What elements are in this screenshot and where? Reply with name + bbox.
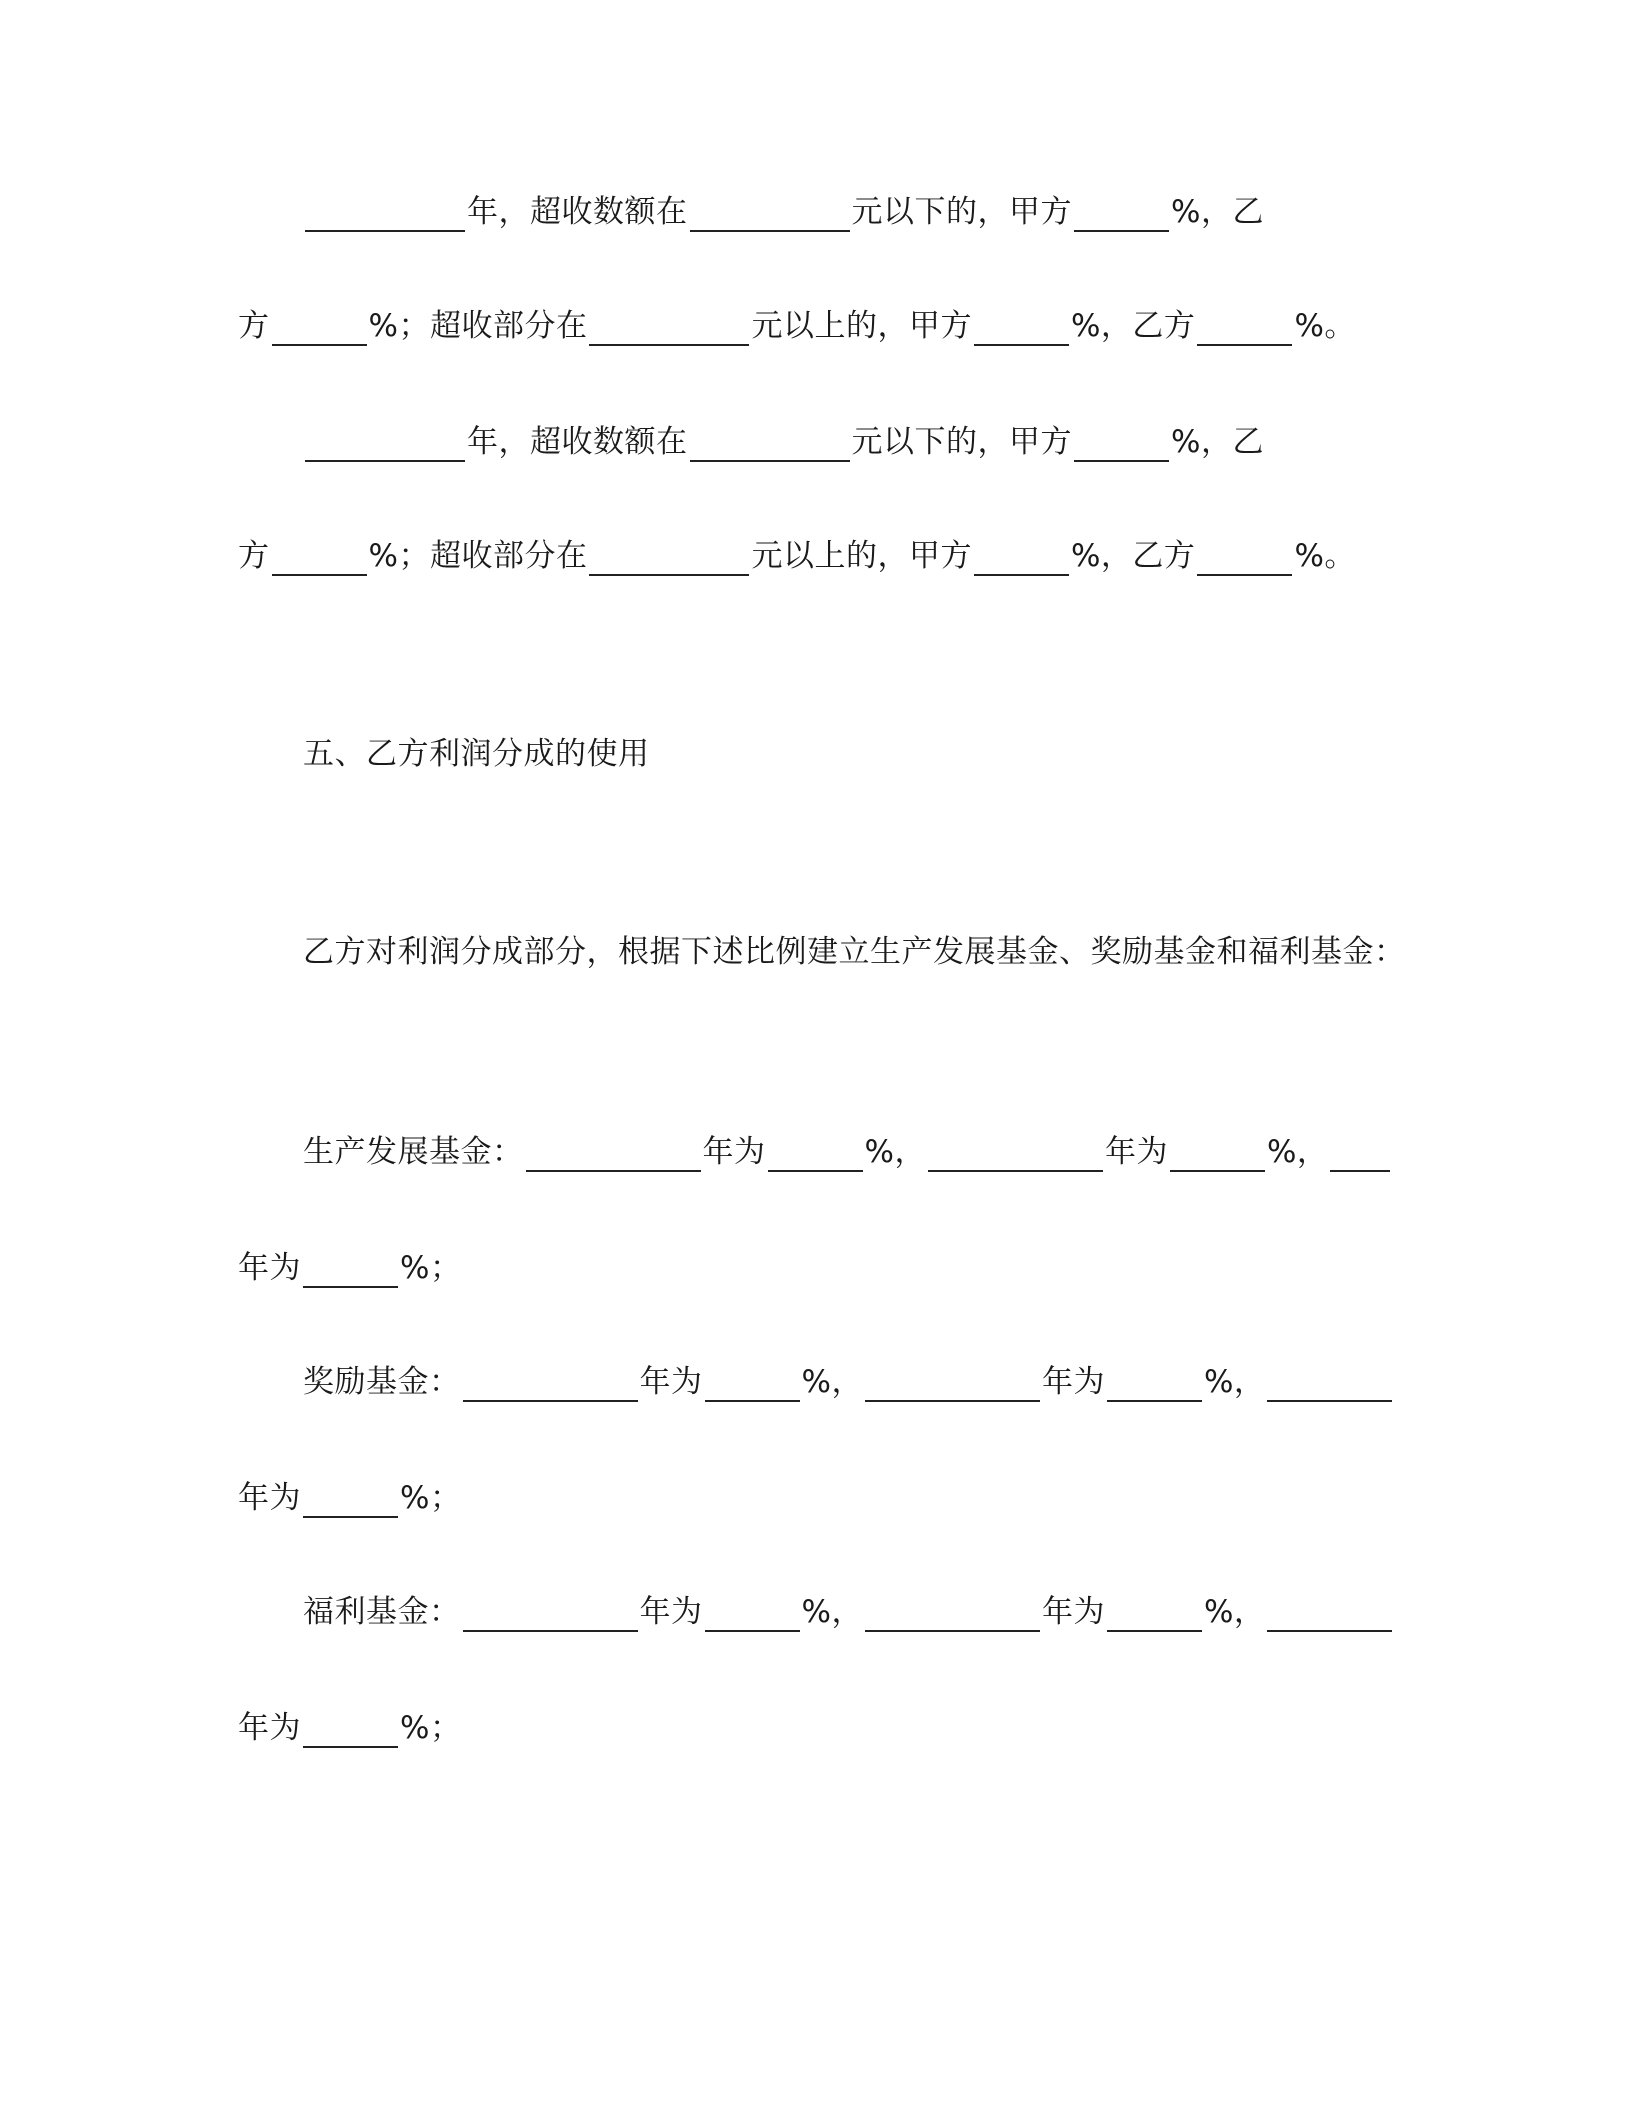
blank-percent-field[interactable]: [768, 1134, 863, 1172]
fund-line-welfare-cont: [238, 1704, 461, 1752]
fund-text: 年为: [639, 1364, 703, 1400]
blank-percent-field[interactable]: [272, 538, 367, 576]
blank-year-field[interactable]: [865, 1594, 1040, 1632]
blank-year-field[interactable]: [1267, 1364, 1392, 1402]
blank-percent-field[interactable]: [1197, 308, 1292, 346]
line-text: 元以下的，甲方: [851, 194, 1072, 230]
fund-text: %，: [864, 1134, 926, 1170]
clause-line-1: [303, 188, 1264, 236]
blank-percent-field[interactable]: [303, 1480, 398, 1518]
fund-label: 奖励基金：: [303, 1364, 461, 1400]
blank-percent-field[interactable]: [1107, 1364, 1202, 1402]
blank-amount-field[interactable]: [690, 194, 850, 232]
line-text: %。: [1294, 538, 1356, 574]
blank-year-field[interactable]: [305, 194, 465, 232]
blank-year-field[interactable]: [1330, 1134, 1390, 1172]
line-text: 方: [238, 308, 270, 344]
fund-line-production: [303, 1128, 1392, 1176]
intro-paragraph: [303, 928, 1406, 976]
fund-label: 福利基金：: [303, 1594, 461, 1630]
fund-text: %；: [400, 1710, 462, 1746]
blank-year-field[interactable]: [463, 1364, 638, 1402]
line-text: %，乙: [1171, 424, 1264, 460]
line-text: %；超收部分在: [368, 538, 588, 574]
fund-line-production-cont: [238, 1244, 461, 1292]
line-text: %，乙方: [1070, 308, 1196, 344]
line-text: %；超收部分在: [368, 308, 588, 344]
section-heading-text: 五、乙方利润分成的使用: [303, 736, 650, 772]
line-text: 元以下的，甲方: [851, 424, 1072, 460]
fund-text: %，: [801, 1364, 863, 1400]
fund-text: 年为: [238, 1710, 301, 1746]
line-text: %。: [1294, 308, 1356, 344]
blank-percent-field[interactable]: [1074, 424, 1169, 462]
fund-line-bonus-cont: [238, 1474, 461, 1522]
fund-text: 年为: [702, 1134, 766, 1170]
blank-percent-field[interactable]: [974, 538, 1069, 576]
fund-text: 年为: [1041, 1364, 1105, 1400]
line-text: 元以上的，甲方: [751, 308, 972, 344]
blank-percent-field[interactable]: [303, 1250, 398, 1288]
clause-line-3: [303, 418, 1264, 466]
blank-percent-field[interactable]: [705, 1364, 800, 1402]
fund-line-welfare: [303, 1588, 1394, 1636]
blank-year-field[interactable]: [865, 1364, 1040, 1402]
blank-percent-field[interactable]: [272, 308, 367, 346]
fund-text: %，: [1203, 1594, 1266, 1630]
blank-year-field[interactable]: [463, 1594, 638, 1632]
blank-percent-field[interactable]: [1074, 194, 1169, 232]
fund-text: 年为: [238, 1250, 301, 1286]
fund-text: %，: [1266, 1134, 1329, 1170]
line-text: 元以上的，甲方: [751, 538, 972, 574]
blank-year-field[interactable]: [1267, 1594, 1392, 1632]
line-text: %，乙方: [1070, 538, 1196, 574]
blank-percent-field[interactable]: [705, 1594, 800, 1632]
blank-percent-field[interactable]: [1170, 1134, 1265, 1172]
fund-text: 年为: [1104, 1134, 1168, 1170]
fund-text: 年为: [1041, 1594, 1105, 1630]
clause-line-4: [238, 532, 1356, 580]
line-text: 年，超收数额在: [467, 194, 688, 230]
fund-text: 年为: [639, 1594, 703, 1630]
blank-year-field[interactable]: [305, 424, 465, 462]
section-heading: [303, 730, 650, 778]
blank-percent-field[interactable]: [1197, 538, 1292, 576]
blank-percent-field[interactable]: [974, 308, 1069, 346]
fund-label: 生产发展基金：: [303, 1134, 524, 1170]
fund-text: %；: [400, 1250, 462, 1286]
line-text: 年，超收数额在: [467, 424, 688, 460]
fund-text: %；: [400, 1480, 462, 1516]
fund-line-bonus: [303, 1358, 1394, 1406]
blank-year-field[interactable]: [928, 1134, 1103, 1172]
fund-text: %，: [801, 1594, 863, 1630]
fund-text: 年为: [238, 1480, 301, 1516]
blank-amount-field[interactable]: [690, 424, 850, 462]
blank-amount-field[interactable]: [589, 538, 749, 576]
blank-year-field[interactable]: [526, 1134, 701, 1172]
intro-paragraph-text: 乙方对利润分成部分，根据下述比例建立生产发展基金、奖励基金和福利基金：: [303, 934, 1406, 970]
blank-percent-field[interactable]: [303, 1710, 398, 1748]
blank-percent-field[interactable]: [1107, 1594, 1202, 1632]
clause-line-2: [238, 302, 1356, 350]
fund-text: %，: [1203, 1364, 1266, 1400]
line-text: %，乙: [1171, 194, 1264, 230]
line-text: 方: [238, 538, 270, 574]
blank-amount-field[interactable]: [589, 308, 749, 346]
